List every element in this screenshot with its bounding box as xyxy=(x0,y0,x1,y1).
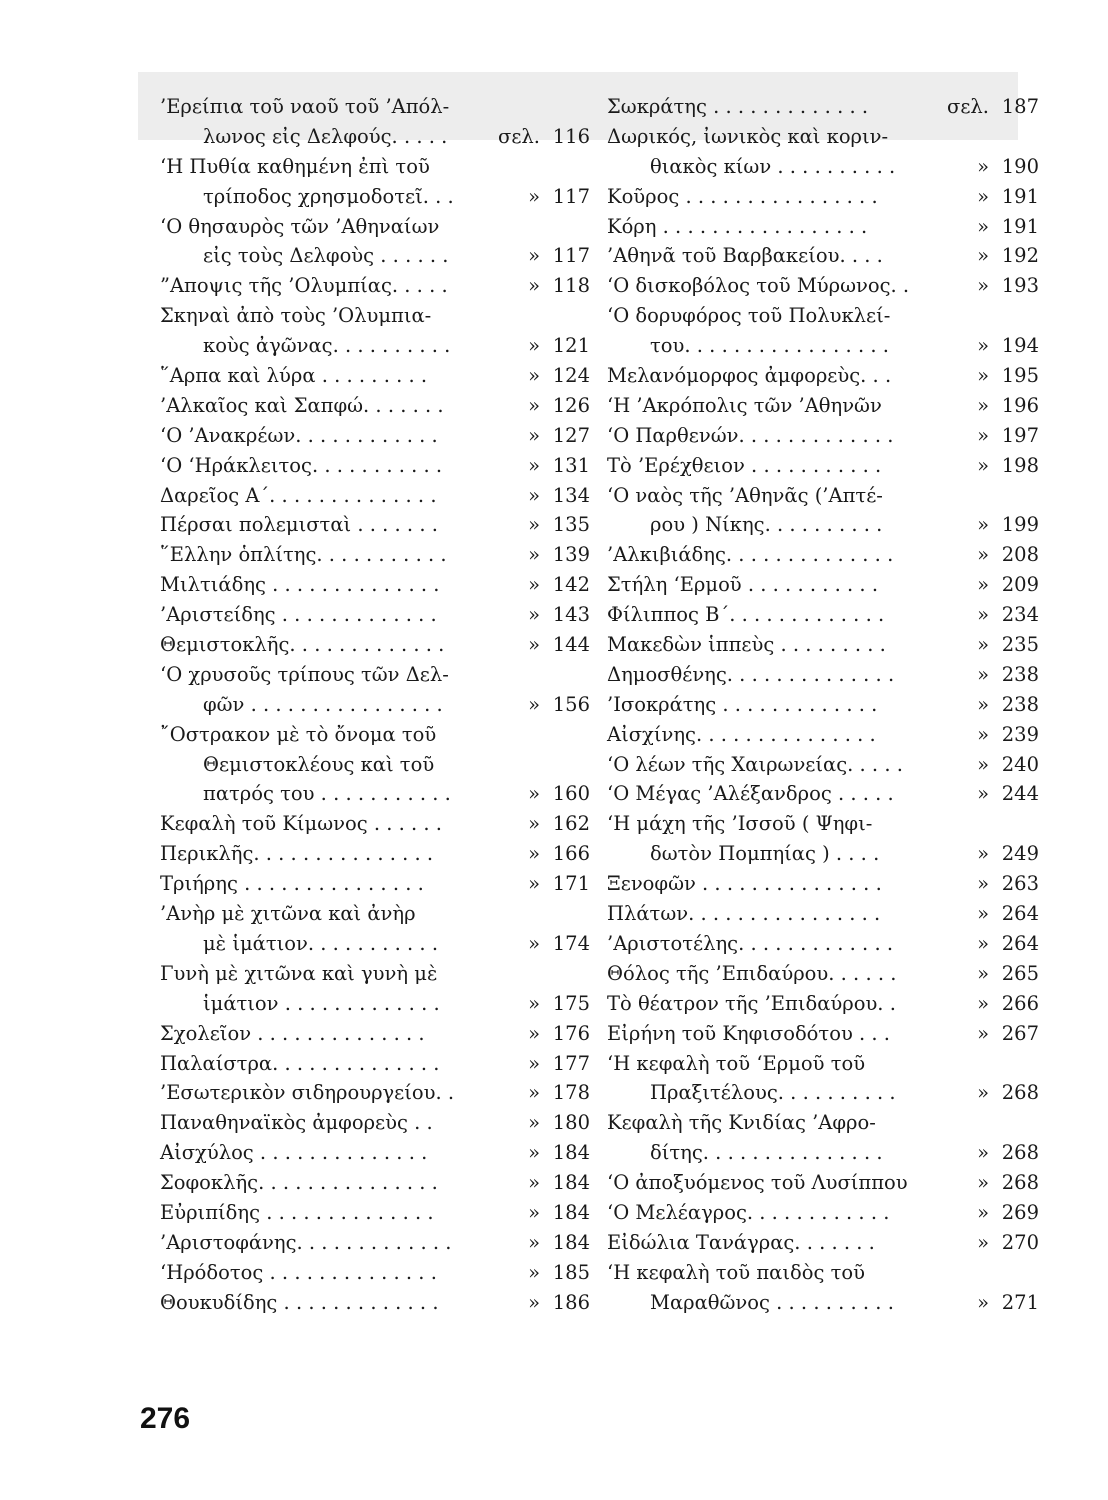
entry-title: Σοφοκλῆς. . . . . . . . . . . . . . . xyxy=(160,1171,438,1195)
index-entry xyxy=(607,959,1039,989)
entry-page-number: 266 xyxy=(1001,991,1039,1015)
entry-title: ‘Ο ναὸς τῆς ’Αθηνᾶς (’Απτέ- xyxy=(607,483,883,507)
index-entry xyxy=(160,212,590,242)
index-entry xyxy=(160,899,590,929)
index-entry xyxy=(160,690,590,720)
entry-title: τρίποδος χρησμοδοτεῖ. . . xyxy=(203,184,454,208)
entry-title: ῞Αρπα καὶ λύρα . . . . . . . . . xyxy=(160,364,428,388)
entry-page-marker: » xyxy=(977,931,989,955)
entry-page-marker: » xyxy=(528,1111,540,1135)
entry-page-marker: » xyxy=(977,1021,989,1045)
entry-page-number: 135 xyxy=(552,513,590,537)
entry-page-number: 175 xyxy=(552,991,590,1015)
index-entry xyxy=(607,570,1039,600)
entry-page-number: 174 xyxy=(552,931,590,955)
entry-page-marker: » xyxy=(977,543,989,567)
index-entry xyxy=(160,1228,590,1258)
index-entry xyxy=(160,122,590,152)
entry-title: Κεφαλὴ τῆς Κνιδίας ’Αφρο- xyxy=(607,1111,876,1135)
entry-title: Εἰρήνη τοῦ Κηφισοδότου . . . xyxy=(607,1021,890,1045)
entry-title: ‘Ο Μελέαγρος. . . . . . . . . . . . xyxy=(607,1200,890,1224)
entry-title: Ξενοφῶν . . . . . . . . . . . . . . . xyxy=(607,872,882,896)
index-entry xyxy=(160,1108,590,1138)
index-entry xyxy=(607,301,1039,331)
entry-page-marker: » xyxy=(528,872,540,896)
entry-page-number: 190 xyxy=(1001,154,1039,178)
entry-page-number: 187 xyxy=(1001,95,1039,118)
index-entry xyxy=(607,1168,1039,1198)
index-entry xyxy=(160,540,590,570)
entry-title: ρου ) Νίκης. . . . . . . . . . xyxy=(650,513,883,537)
entry-page-marker: » xyxy=(977,1171,989,1195)
entry-page-number: 184 xyxy=(552,1141,590,1165)
entry-page-marker: » xyxy=(977,872,989,896)
entry-title: ‘Η ’Ακρόπολις τῶν ’Αθηνῶν xyxy=(607,393,882,417)
entry-title: Εἰδώλια Τανάγρας. . . . . . . xyxy=(607,1230,875,1254)
index-entry xyxy=(160,929,590,959)
entry-page-number: 121 xyxy=(552,334,590,358)
entry-page-number: 194 xyxy=(1001,334,1039,358)
entry-page-number: 195 xyxy=(1001,364,1039,388)
entry-title: Περικλῆς. . . . . . . . . . . . . . . xyxy=(160,842,434,866)
entry-title: ’Αθηνᾶ τοῦ Βαρβακείου. . . . xyxy=(607,244,883,268)
index-entry xyxy=(607,1019,1039,1049)
index-entry xyxy=(160,779,590,809)
entry-page-marker: » xyxy=(977,842,989,866)
index-entry xyxy=(607,391,1039,421)
entry-title: λωνος εἰς Δελφούς. . . . . xyxy=(203,124,448,148)
entry-title: ‘Η Πυθία καθημένη ἐπὶ τοῦ xyxy=(160,154,430,178)
entry-title: ‘Η μάχη τῆς ’Ισσοῦ ( Ψηφι- xyxy=(607,812,873,836)
entry-title: Θεμιστοκλῆς. . . . . . . . . . . . . xyxy=(160,633,445,657)
entry-page-number: 208 xyxy=(1001,543,1039,567)
entry-page-number: 268 xyxy=(1001,1081,1039,1105)
index-entry xyxy=(607,152,1039,182)
entry-page-number: 186 xyxy=(552,1290,590,1314)
index-entry xyxy=(160,1049,590,1079)
entry-page-number: 144 xyxy=(552,633,590,657)
entry-page-marker: » xyxy=(977,154,989,178)
entry-title: Πλάτων. . . . . . . . . . . . . . . . xyxy=(607,902,881,926)
index-entry xyxy=(160,451,590,481)
entry-page-number: 193 xyxy=(1001,274,1039,298)
entry-title: Μελανόμορφος ἀμφορεὺς. . . xyxy=(607,364,892,388)
entry-page-marker: » xyxy=(977,453,989,477)
entry-title: ’Ανὴρ μὲ χιτῶνα καὶ ἀνὴρ xyxy=(160,902,416,926)
entry-page-marker: » xyxy=(528,782,540,806)
index-entry xyxy=(160,182,590,212)
entry-title: εἰς τοὺς Δελφοὺς . . . . . . xyxy=(203,244,449,268)
index-entry xyxy=(160,630,590,660)
index-entry xyxy=(607,720,1039,750)
entry-page-number: 197 xyxy=(1001,423,1039,447)
index-column-left xyxy=(160,92,590,1318)
entry-page-marker: » xyxy=(977,334,989,358)
entry-page-number: 198 xyxy=(1001,453,1039,477)
entry-title: Φίλιππος Β΄. . . . . . . . . . . . . xyxy=(607,603,885,627)
index-entry xyxy=(160,1078,590,1108)
entry-title: Τριήρης . . . . . . . . . . . . . . . xyxy=(160,872,424,896)
entry-title: Γυνὴ μὲ χιτῶνα καὶ γυνὴ μὲ xyxy=(160,961,438,985)
entry-page-marker: » xyxy=(977,244,989,268)
index-entry xyxy=(607,750,1039,780)
index-entry xyxy=(160,809,590,839)
entry-title: ἱμάτιον . . . . . . . . . . . . . xyxy=(203,991,440,1015)
entry-title: ‘Ο δορυφόρος τοῦ Πολυκλεί- xyxy=(607,304,891,328)
entry-page-number: 178 xyxy=(552,1081,590,1105)
index-entry xyxy=(160,869,590,899)
index-entry xyxy=(160,570,590,600)
index-entry xyxy=(160,331,590,361)
index-entry xyxy=(607,869,1039,899)
entry-page-number: 143 xyxy=(552,603,590,627)
entry-title: ‘Ο δισκοβόλος τοῦ Μύρωνος. . xyxy=(607,274,910,298)
index-entry xyxy=(607,331,1039,361)
entry-page-number: 176 xyxy=(552,1021,590,1045)
entry-title: ‘Ηρόδοτος . . . . . . . . . . . . . . xyxy=(160,1260,437,1284)
entry-page-marker: » xyxy=(528,1171,540,1195)
entry-page-number: 116 xyxy=(552,124,590,148)
entry-page-marker: » xyxy=(977,1290,989,1314)
index-entry xyxy=(607,1108,1039,1138)
index-entry xyxy=(160,510,590,540)
entry-page-marker: » xyxy=(528,1081,540,1105)
entry-title: ’Αριστείδης . . . . . . . . . . . . . xyxy=(160,603,437,627)
entry-page-number: 134 xyxy=(552,483,590,507)
entry-page-number: 171 xyxy=(552,872,590,896)
index-entry xyxy=(160,839,590,869)
entry-title: ‘Η κεφαλὴ τοῦ ‘Ερμοῦ τοῦ xyxy=(607,1051,866,1075)
entry-page-number: 162 xyxy=(552,812,590,836)
entry-page-number: 264 xyxy=(1001,931,1039,955)
entry-page-number: 160 xyxy=(552,782,590,806)
entry-page-number: 126 xyxy=(552,393,590,417)
entry-page-number: 238 xyxy=(1001,662,1039,686)
entry-title: δίτης. . . . . . . . . . . . . . . xyxy=(650,1141,883,1165)
entry-page-marker: » xyxy=(528,1230,540,1254)
entry-page-number: 268 xyxy=(1001,1141,1039,1165)
index-entry xyxy=(607,241,1039,271)
entry-page-marker: » xyxy=(977,722,989,746)
entry-page-marker: » xyxy=(977,633,989,657)
index-entry xyxy=(607,271,1039,301)
entry-title: Δωρικός, ἰωνικὸς καὶ κοριν- xyxy=(607,124,889,148)
entry-page-marker: » xyxy=(528,1141,540,1165)
index-entry xyxy=(607,809,1039,839)
index-entry xyxy=(607,779,1039,809)
entry-page-number: 249 xyxy=(1001,842,1039,866)
index-entry xyxy=(160,301,590,331)
entry-page-number: 191 xyxy=(1001,184,1039,208)
index-entry xyxy=(607,630,1039,660)
entry-page-marker: » xyxy=(977,1200,989,1224)
entry-page-number: 235 xyxy=(1001,633,1039,657)
entry-title: θιακὸς κίων . . . . . . . . . . xyxy=(650,154,896,178)
entry-page-number: 192 xyxy=(1001,244,1039,268)
entry-page-marker: » xyxy=(977,782,989,806)
entry-page-marker: » xyxy=(528,931,540,955)
entry-page-number: 131 xyxy=(552,453,590,477)
index-entry xyxy=(160,660,590,690)
entry-page-number: 267 xyxy=(1001,1021,1039,1045)
entry-title: Στήλη ‘Ερμοῦ . . . . . . . . . . . xyxy=(607,573,879,597)
entry-title: ‘Η κεφαλὴ τοῦ παιδὸς τοῦ xyxy=(607,1260,865,1284)
index-entry xyxy=(160,391,590,421)
entry-page-marker: » xyxy=(528,483,540,507)
entry-title: Τὸ θέατρον τῆς ’Επιδαύρου. . xyxy=(607,991,896,1015)
entry-title: Πραξιτέλους. . . . . . . . . . xyxy=(650,1081,896,1105)
entry-page-number: 209 xyxy=(1001,573,1039,597)
entry-page-marker: » xyxy=(528,364,540,388)
entry-page-marker: » xyxy=(977,662,989,686)
entry-title: Παναθηναϊκὸς ἀμφορεὺς . . xyxy=(160,1111,433,1135)
entry-page-number: 184 xyxy=(552,1230,590,1254)
index-entry xyxy=(607,600,1039,630)
index-entry xyxy=(160,600,590,630)
entry-page-number: 139 xyxy=(552,543,590,567)
entry-page-marker: » xyxy=(977,573,989,597)
entry-page-number: 263 xyxy=(1001,872,1039,896)
entry-title: μὲ ἱμάτιον. . . . . . . . . . . xyxy=(203,931,439,955)
index-column-right xyxy=(607,92,1039,1318)
entry-page-marker: » xyxy=(977,961,989,985)
entry-page-number: 177 xyxy=(552,1051,590,1075)
entry-title: Μακεδὼν ἱππεὺς . . . . . . . . . xyxy=(607,633,886,657)
index-entry xyxy=(607,1198,1039,1228)
entry-title: πατρός του . . . . . . . . . . . xyxy=(203,782,451,806)
entry-title: ’Αριστοτέλης. . . . . . . . . . . . . xyxy=(607,931,894,955)
entry-title: Δαρεῖος Α΄. . . . . . . . . . . . . . xyxy=(160,483,437,507)
entry-page-marker: » xyxy=(977,214,989,238)
entry-page-number: 117 xyxy=(552,244,590,268)
entry-title: Παλαίστρα. . . . . . . . . . . . . . xyxy=(160,1051,440,1075)
entry-title: του. . . . . . . . . . . . . . . . . xyxy=(650,334,889,358)
index-entry xyxy=(160,1168,590,1198)
index-entry xyxy=(607,92,1039,122)
entry-page-marker: » xyxy=(528,1051,540,1075)
entry-page-marker: » xyxy=(528,274,540,298)
entry-page-marker: σελ. xyxy=(498,124,540,148)
index-entry xyxy=(160,481,590,511)
entry-page-number: 185 xyxy=(552,1260,590,1284)
entry-title: Κοῦρος . . . . . . . . . . . . . . . . xyxy=(607,184,878,208)
entry-page-marker: » xyxy=(528,184,540,208)
entry-title: ’Αριστοφάνης. . . . . . . . . . . . . xyxy=(160,1230,452,1254)
entry-title: Κόρη . . . . . . . . . . . . . . . . . xyxy=(607,214,868,238)
entry-page-marker: » xyxy=(528,244,540,268)
entry-page-marker: » xyxy=(977,364,989,388)
index-entry xyxy=(607,361,1039,391)
entry-title: ‘Ο ‘Ηράκλειτος. . . . . . . . . . . xyxy=(160,453,443,477)
entry-page-marker: » xyxy=(528,453,540,477)
entry-page-marker: » xyxy=(528,812,540,836)
index-entry xyxy=(160,271,590,301)
entry-title: Σχολεῖον . . . . . . . . . . . . . . xyxy=(160,1021,425,1045)
entry-page-marker: » xyxy=(977,1141,989,1165)
entry-page-marker: » xyxy=(977,1081,989,1105)
entry-page-marker: » xyxy=(528,1290,540,1314)
entry-page-marker: » xyxy=(977,1230,989,1254)
entry-page-marker: » xyxy=(977,752,989,776)
entry-page-number: 238 xyxy=(1001,692,1039,716)
entry-page-marker: » xyxy=(528,423,540,447)
entry-page-marker: » xyxy=(528,543,540,567)
index-entry xyxy=(607,510,1039,540)
index-entry xyxy=(160,1019,590,1049)
entry-title: Θόλος τῆς ’Επιδαύρου. . . . . . xyxy=(607,961,897,985)
entry-page-marker: » xyxy=(977,902,989,926)
index-entry xyxy=(607,1288,1039,1318)
entry-title: ‘Ο ἀποξυόμενος τοῦ Λυσίππου xyxy=(607,1171,908,1195)
entry-page-marker: » xyxy=(528,513,540,537)
entry-page-marker: » xyxy=(528,334,540,358)
entry-title: Σωκράτης . . . . . . . . . . . . . xyxy=(607,95,869,118)
index-entry xyxy=(160,959,590,989)
entry-title: ‘Ο Παρθενών. . . . . . . . . . . . . xyxy=(607,423,894,447)
index-entry xyxy=(607,481,1039,511)
entry-page-number: 240 xyxy=(1001,752,1039,776)
entry-page-marker: » xyxy=(528,1260,540,1284)
entry-title: φῶν . . . . . . . . . . . . . . . . xyxy=(203,692,443,716)
entry-title: Μιλτιάδης . . . . . . . . . . . . . . xyxy=(160,573,440,597)
index-entry xyxy=(160,989,590,1019)
entry-page-marker: » xyxy=(977,423,989,447)
entry-title: Δημοσθένης. . . . . . . . . . . . . . xyxy=(607,662,895,686)
index-entry xyxy=(607,540,1039,570)
entry-page-number: 196 xyxy=(1001,393,1039,417)
entry-page-number: 234 xyxy=(1001,603,1039,627)
entry-page-number: 156 xyxy=(552,692,590,716)
entry-title: ‘Ο θησαυρὸς τῶν ’Αθηναίων xyxy=(160,214,440,238)
entry-page-number: 184 xyxy=(552,1171,590,1195)
index-entry xyxy=(607,451,1039,481)
entry-title: ’Ερείπια τοῦ ναοῦ τοῦ ’Απόλ- xyxy=(160,95,450,118)
entry-page-number: 124 xyxy=(552,364,590,388)
entry-page-number: 166 xyxy=(552,842,590,866)
index-entry xyxy=(160,1138,590,1168)
index-entry xyxy=(607,839,1039,869)
entry-page-marker: » xyxy=(528,393,540,417)
entry-page-marker: » xyxy=(977,393,989,417)
index-entry xyxy=(607,1228,1039,1258)
index-entry xyxy=(607,660,1039,690)
entry-title: Αἰσχύλος . . . . . . . . . . . . . . xyxy=(160,1141,428,1165)
entry-page-number: 199 xyxy=(1001,513,1039,537)
entry-title: ’Αλκιβιάδης. . . . . . . . . . . . . . xyxy=(607,543,894,567)
entry-title: Κεφαλὴ τοῦ Κίμωνος . . . . . . xyxy=(160,812,442,836)
entry-page-marker: » xyxy=(977,603,989,627)
entry-title: ‘Ο Μέγας ’Αλέξανδρος . . . . . xyxy=(607,782,894,806)
entry-page-marker: » xyxy=(977,513,989,537)
entry-page-number: 269 xyxy=(1001,1200,1039,1224)
entry-page-marker: » xyxy=(977,184,989,208)
entry-title: δωτὸν Πομπηίας ) . . . . xyxy=(650,842,880,866)
page-number: 276 xyxy=(140,1402,191,1435)
index-entry xyxy=(607,899,1039,929)
index-entry xyxy=(160,1288,590,1318)
entry-page-number: 244 xyxy=(1001,782,1039,806)
entry-page-marker: » xyxy=(528,603,540,627)
index-entry xyxy=(160,92,590,122)
entry-title: ‘Ο χρυσοῦς τρίπους τῶν Δελ- xyxy=(160,662,449,686)
index-entry xyxy=(607,182,1039,212)
entry-page-marker: » xyxy=(528,1021,540,1045)
index-entry xyxy=(607,212,1039,242)
entry-page-marker: » xyxy=(977,991,989,1015)
entry-title: Θεμιστοκλέους καὶ τοῦ xyxy=(203,752,435,776)
entry-title: Θουκυδίδης . . . . . . . . . . . . . xyxy=(160,1290,439,1314)
entry-title: ”Αποψις τῆς ’Ολυμπίας. . . . . xyxy=(160,274,448,298)
entry-title: ’Αλκαῖος καὶ Σαπφώ. . . . . . . xyxy=(160,393,444,417)
entry-page-number: 265 xyxy=(1001,961,1039,985)
entry-page-marker: » xyxy=(528,991,540,1015)
entry-page-number: 127 xyxy=(552,423,590,447)
entry-title: ’Εσωτερικὸν σιδηρουργείου. . xyxy=(160,1081,455,1105)
entry-page-number: 184 xyxy=(552,1200,590,1224)
entry-page-marker: » xyxy=(528,692,540,716)
index-entry xyxy=(607,1138,1039,1168)
entry-title: Σκηναὶ ἀπὸ τοὺς ’Ολυμπια- xyxy=(160,304,432,328)
entry-page-number: 268 xyxy=(1001,1171,1039,1195)
entry-page-number: 180 xyxy=(552,1111,590,1135)
index-entry xyxy=(160,152,590,182)
entry-page-marker: » xyxy=(528,573,540,597)
entry-title: Εὐριπίδης . . . . . . . . . . . . . . xyxy=(160,1200,434,1224)
entry-title: ῞Ελλην ὁπλίτης. . . . . . . . . . . xyxy=(160,543,447,567)
index-entry xyxy=(607,122,1039,152)
index-entry xyxy=(160,720,590,750)
entry-page-marker: » xyxy=(528,842,540,866)
entry-title: ’Ισοκράτης . . . . . . . . . . . . . xyxy=(607,692,878,716)
entry-page-number: 117 xyxy=(552,184,590,208)
entry-title: Αἰσχίνης. . . . . . . . . . . . . . . xyxy=(607,722,876,746)
entry-title: ‘Ο λέων τῆς Χαιρωνείας. . . . . xyxy=(607,752,903,776)
entry-page-marker: σελ. xyxy=(947,95,989,118)
entry-title: ῎Οστρακον μὲ τὸ ὄνομα τοῦ xyxy=(160,722,437,746)
entry-title: ‘Ο ’Ανακρέων. . . . . . . . . . . . xyxy=(160,423,438,447)
index-entry xyxy=(607,421,1039,451)
index-entry xyxy=(607,1078,1039,1108)
entry-page-marker: » xyxy=(528,633,540,657)
entry-page-marker: » xyxy=(977,274,989,298)
index-entry xyxy=(607,929,1039,959)
entry-page-marker: » xyxy=(528,1200,540,1224)
entry-page-number: 271 xyxy=(1001,1290,1039,1314)
index-entry xyxy=(160,750,590,780)
index-entry xyxy=(607,690,1039,720)
index-entry xyxy=(607,1258,1039,1288)
index-entry xyxy=(607,1049,1039,1079)
index-entry xyxy=(160,241,590,271)
entry-page-marker: » xyxy=(977,692,989,716)
index-entry xyxy=(160,1258,590,1288)
index-entry xyxy=(160,421,590,451)
entry-title: Τὸ ’Ερέχθειον . . . . . . . . . . . xyxy=(607,453,882,477)
entry-page-number: 270 xyxy=(1001,1230,1039,1254)
entry-page-number: 142 xyxy=(552,573,590,597)
index-entry xyxy=(160,361,590,391)
entry-page-number: 264 xyxy=(1001,902,1039,926)
entry-page-number: 191 xyxy=(1001,214,1039,238)
entry-title: Πέρσαι πολεμισταὶ . . . . . . . xyxy=(160,513,438,537)
index-entry xyxy=(607,989,1039,1019)
entry-page-number: 239 xyxy=(1001,722,1039,746)
index-entry xyxy=(160,1198,590,1228)
entry-page-number: 118 xyxy=(552,274,590,298)
entry-title: κοὺς ἀγῶνας. . . . . . . . . . xyxy=(203,334,451,358)
entry-title: Μαραθῶνος . . . . . . . . . . xyxy=(650,1290,894,1314)
